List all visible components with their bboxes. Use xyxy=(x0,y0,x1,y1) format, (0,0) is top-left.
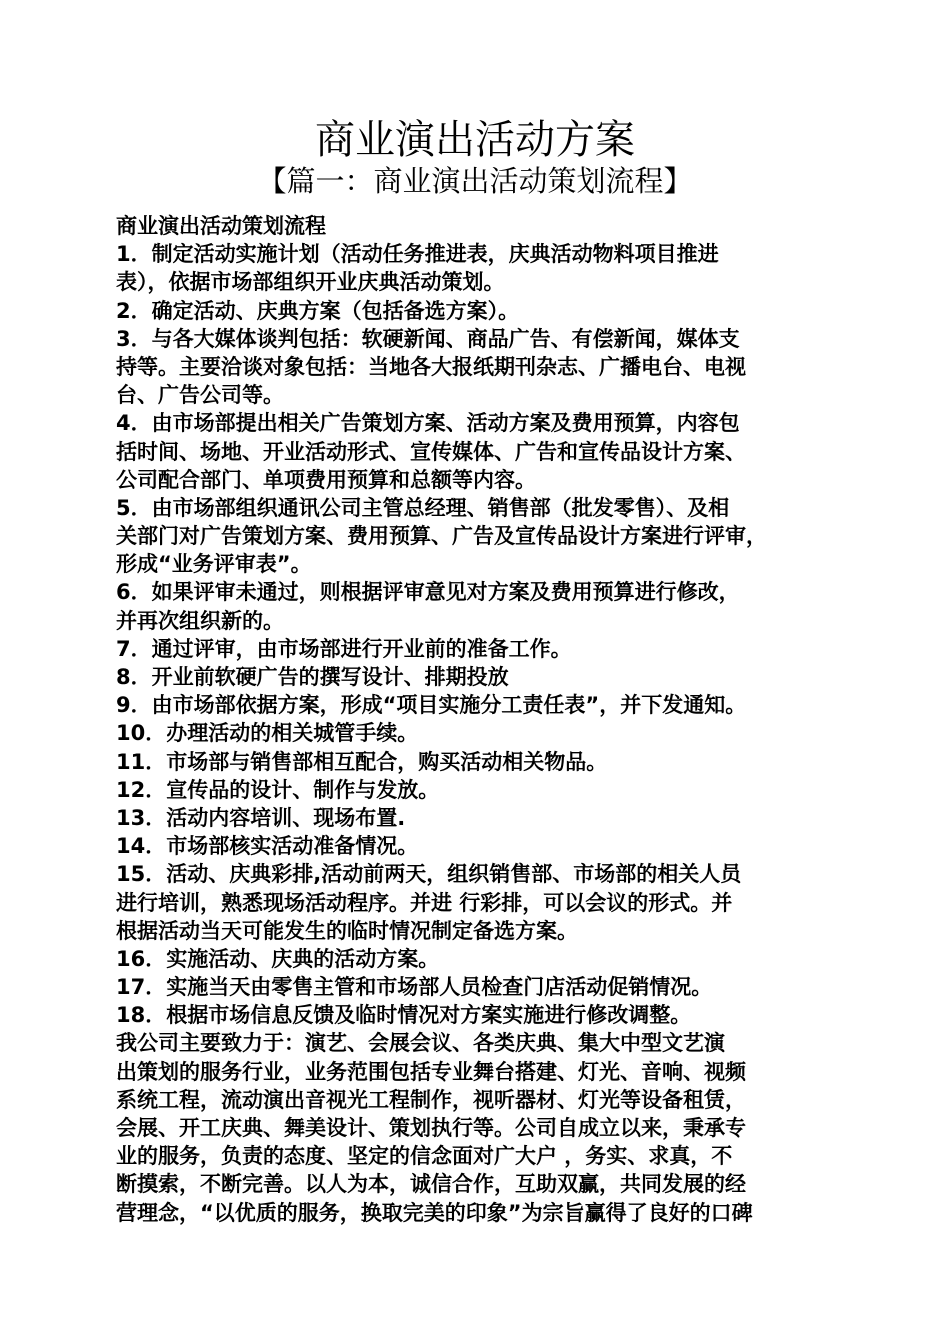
text-line: 1．制定活动实施计划（活动任务推进表，庆典活动物料项目推进 xyxy=(116,242,719,267)
document-title: 商业演出活动方案 xyxy=(315,117,635,163)
text-line: 括时间、场地、开业活动形式、宣传媒体、广告和宣传品设计方案、 xyxy=(116,439,746,464)
text-line: 5．由市场部组织通讯公司主管总经理、销售部（批发零售）、及相 xyxy=(116,495,730,520)
text-line: 出策划的服务行业，业务范围包括专业舞台搭建、灯光、音响、视频 xyxy=(116,1059,746,1084)
text-line: 营理念，“以优质的服务，换取完美的印象”为宗旨赢得了良好的口碑 xyxy=(116,1200,753,1225)
text-line: 商业演出活动策划流程 xyxy=(116,214,326,238)
text-line: 进行培训，熟悉现场活动程序。并进 行彩排，可以会议的形式。并 xyxy=(116,890,733,915)
text-line: 7．通过评审，由市场部进行开业前的准备工作。 xyxy=(116,636,572,661)
text-line: 3．与各大媒体谈判包括：软硬新闻、商品广告、有偿新闻，媒体支 xyxy=(116,326,740,351)
text-line: 13．活动内容培训、现场布置. xyxy=(116,805,406,830)
text-line: 17．实施当天由零售主管和市场部人员检查门店活动促销情况。 xyxy=(116,975,713,1000)
text-line: 18．根据市场信息反馈及临时情况对方案实施进行修改调整。 xyxy=(116,1003,692,1028)
text-line: 表），依据市场部组织开业庆典活动策划。 xyxy=(116,270,505,295)
text-line: 系统工程，流动演出音视光工程制作，视听器材、灯光等设备租赁， xyxy=(116,1087,746,1112)
document-body xyxy=(116,212,846,1227)
text-line: 6．如果评审未通过，则根据评审意见对方案及费用预算进行修改， xyxy=(116,580,740,605)
document-subtitle: 【篇一：商业演出活动策划流程】 xyxy=(257,164,693,198)
text-line: 并再次组织新的。 xyxy=(116,608,284,633)
text-line: 16．实施活动、庆典的活动方案。 xyxy=(116,946,440,971)
text-line: 11．市场部与销售部相互配合，购买活动相关物品。 xyxy=(116,749,608,774)
text-line: 断摸索，不断完善。以人为本，诚信合作，互助双赢，共同发展的经 xyxy=(116,1172,746,1197)
text-line: 公司配合部门、单项费用预算和总额等内容。 xyxy=(116,467,536,492)
text-line: 形成“业务评审表”。 xyxy=(116,552,312,577)
text-line: 10．办理活动的相关城管手续。 xyxy=(116,721,419,746)
text-line: 关部门对广告策划方案、费用预算、广告及宣传品设计方案进行评审， xyxy=(116,524,767,549)
text-line: 业的服务，负责的态度、坚定的信念面对广大户 ，务实、求真，不 xyxy=(116,1144,733,1169)
text-line: 根据活动当天可能发生的临时情况制定备选方案。 xyxy=(116,918,578,943)
text-line: 我公司主要致力于：演艺、会展会议、各类庆典、集大中型文艺演 xyxy=(116,1031,725,1056)
text-line: 持等。主要洽谈对象包括：当地各大报纸期刊杂志、广播电台、电视 xyxy=(116,354,746,379)
text-line: 会展、开工庆典、舞美设计、策划执行等。公司自成立以来，秉承专 xyxy=(116,1116,746,1140)
text-line: 4．由市场部提出相关广告策划方案、活动方案及费用预算，内容包 xyxy=(116,411,740,436)
text-line: 8．开业前软硬广告的撰写设计、排期投放 xyxy=(116,665,509,689)
text-line: 2．确定活动、庆典方案（包括备选方案）。 xyxy=(116,298,520,323)
text-line: 台、广告公司等。 xyxy=(116,383,284,408)
text-line: 15．活动、庆典彩排,活动前两天，组织销售部、市场部的相关人员 xyxy=(116,862,742,887)
text-line: 14．市场部核实活动准备情况。 xyxy=(116,834,419,859)
text-line: 9．由市场部依据方案，形成“项目实施分工责任表”，并下发通知。 xyxy=(116,693,747,718)
text-line: 12．宣传品的设计、制作与发放。 xyxy=(116,777,440,802)
